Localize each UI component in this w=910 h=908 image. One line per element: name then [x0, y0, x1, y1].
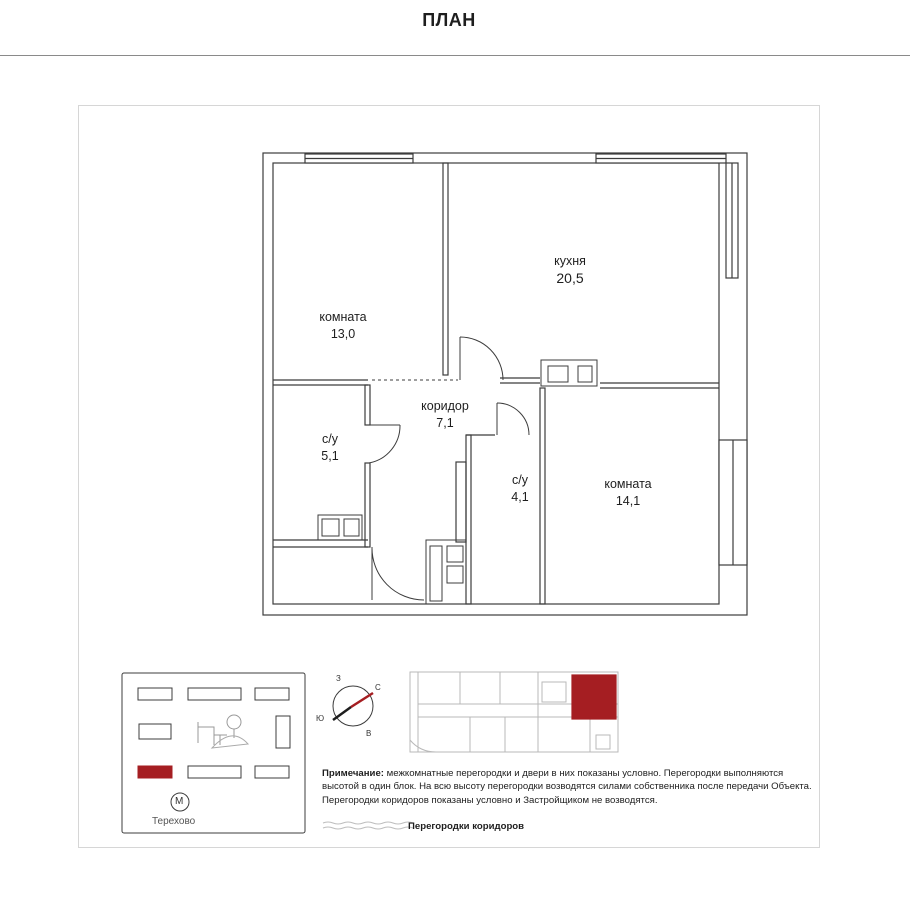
plumbing-fixtures — [318, 360, 597, 604]
room-name: комната — [319, 310, 367, 324]
corridor-partition-legend-line — [323, 822, 413, 829]
room-area: 4,1 — [511, 490, 529, 504]
room-name: с/у — [322, 432, 338, 446]
window-right-lower — [719, 440, 747, 565]
room-name: коридор — [421, 399, 469, 413]
corridor-partitions-legend: Перегородки коридоров — [408, 821, 525, 832]
room-name: с/у — [512, 473, 528, 487]
room-area: 5,1 — [321, 449, 339, 463]
note-text — [322, 767, 812, 807]
metro-letter: М — [175, 796, 184, 807]
interior-walls — [273, 163, 719, 604]
room-label-bath-1 — [300, 431, 360, 465]
note-label: Примечание: — [322, 768, 384, 779]
room-name: комната — [604, 477, 652, 491]
compass-east: В — [366, 729, 372, 738]
room-area: 20,5 — [556, 270, 584, 286]
room-area: 7,1 — [436, 416, 454, 430]
apartment-highlight — [572, 675, 616, 719]
room-label-bath-2 — [490, 472, 550, 506]
room-label-room-2 — [585, 476, 671, 510]
room-name: кухня — [554, 254, 586, 268]
site-map — [122, 673, 305, 833]
room-area: 13,0 — [330, 327, 356, 341]
window-top-right — [596, 154, 726, 163]
compass — [333, 686, 373, 726]
room-area: 14,1 — [615, 494, 641, 508]
compass-west: З — [336, 674, 341, 683]
page-title: ПЛАН — [422, 10, 476, 30]
compass-south: Ю — [316, 714, 325, 723]
room-label-kitchen — [530, 253, 610, 287]
room-label-corridor — [405, 398, 485, 432]
window-top-left — [305, 154, 413, 163]
window-right-upper — [726, 163, 738, 278]
room-label-room-1 — [303, 309, 383, 343]
outer-walls — [263, 153, 747, 615]
metro-station: Терехово — [152, 816, 196, 827]
compass-north: С — [375, 683, 381, 692]
note-body: межкомнатные перегородки и двери в них показаны условно. Перегородки выполняются высотой в один блок. На всю высоту перегородки возводятся силами собственника после передачи Объекта. Перегородки коридоров показаны условно и Застройщиком не возводятся. — [322, 768, 812, 806]
doors — [369, 337, 529, 600]
